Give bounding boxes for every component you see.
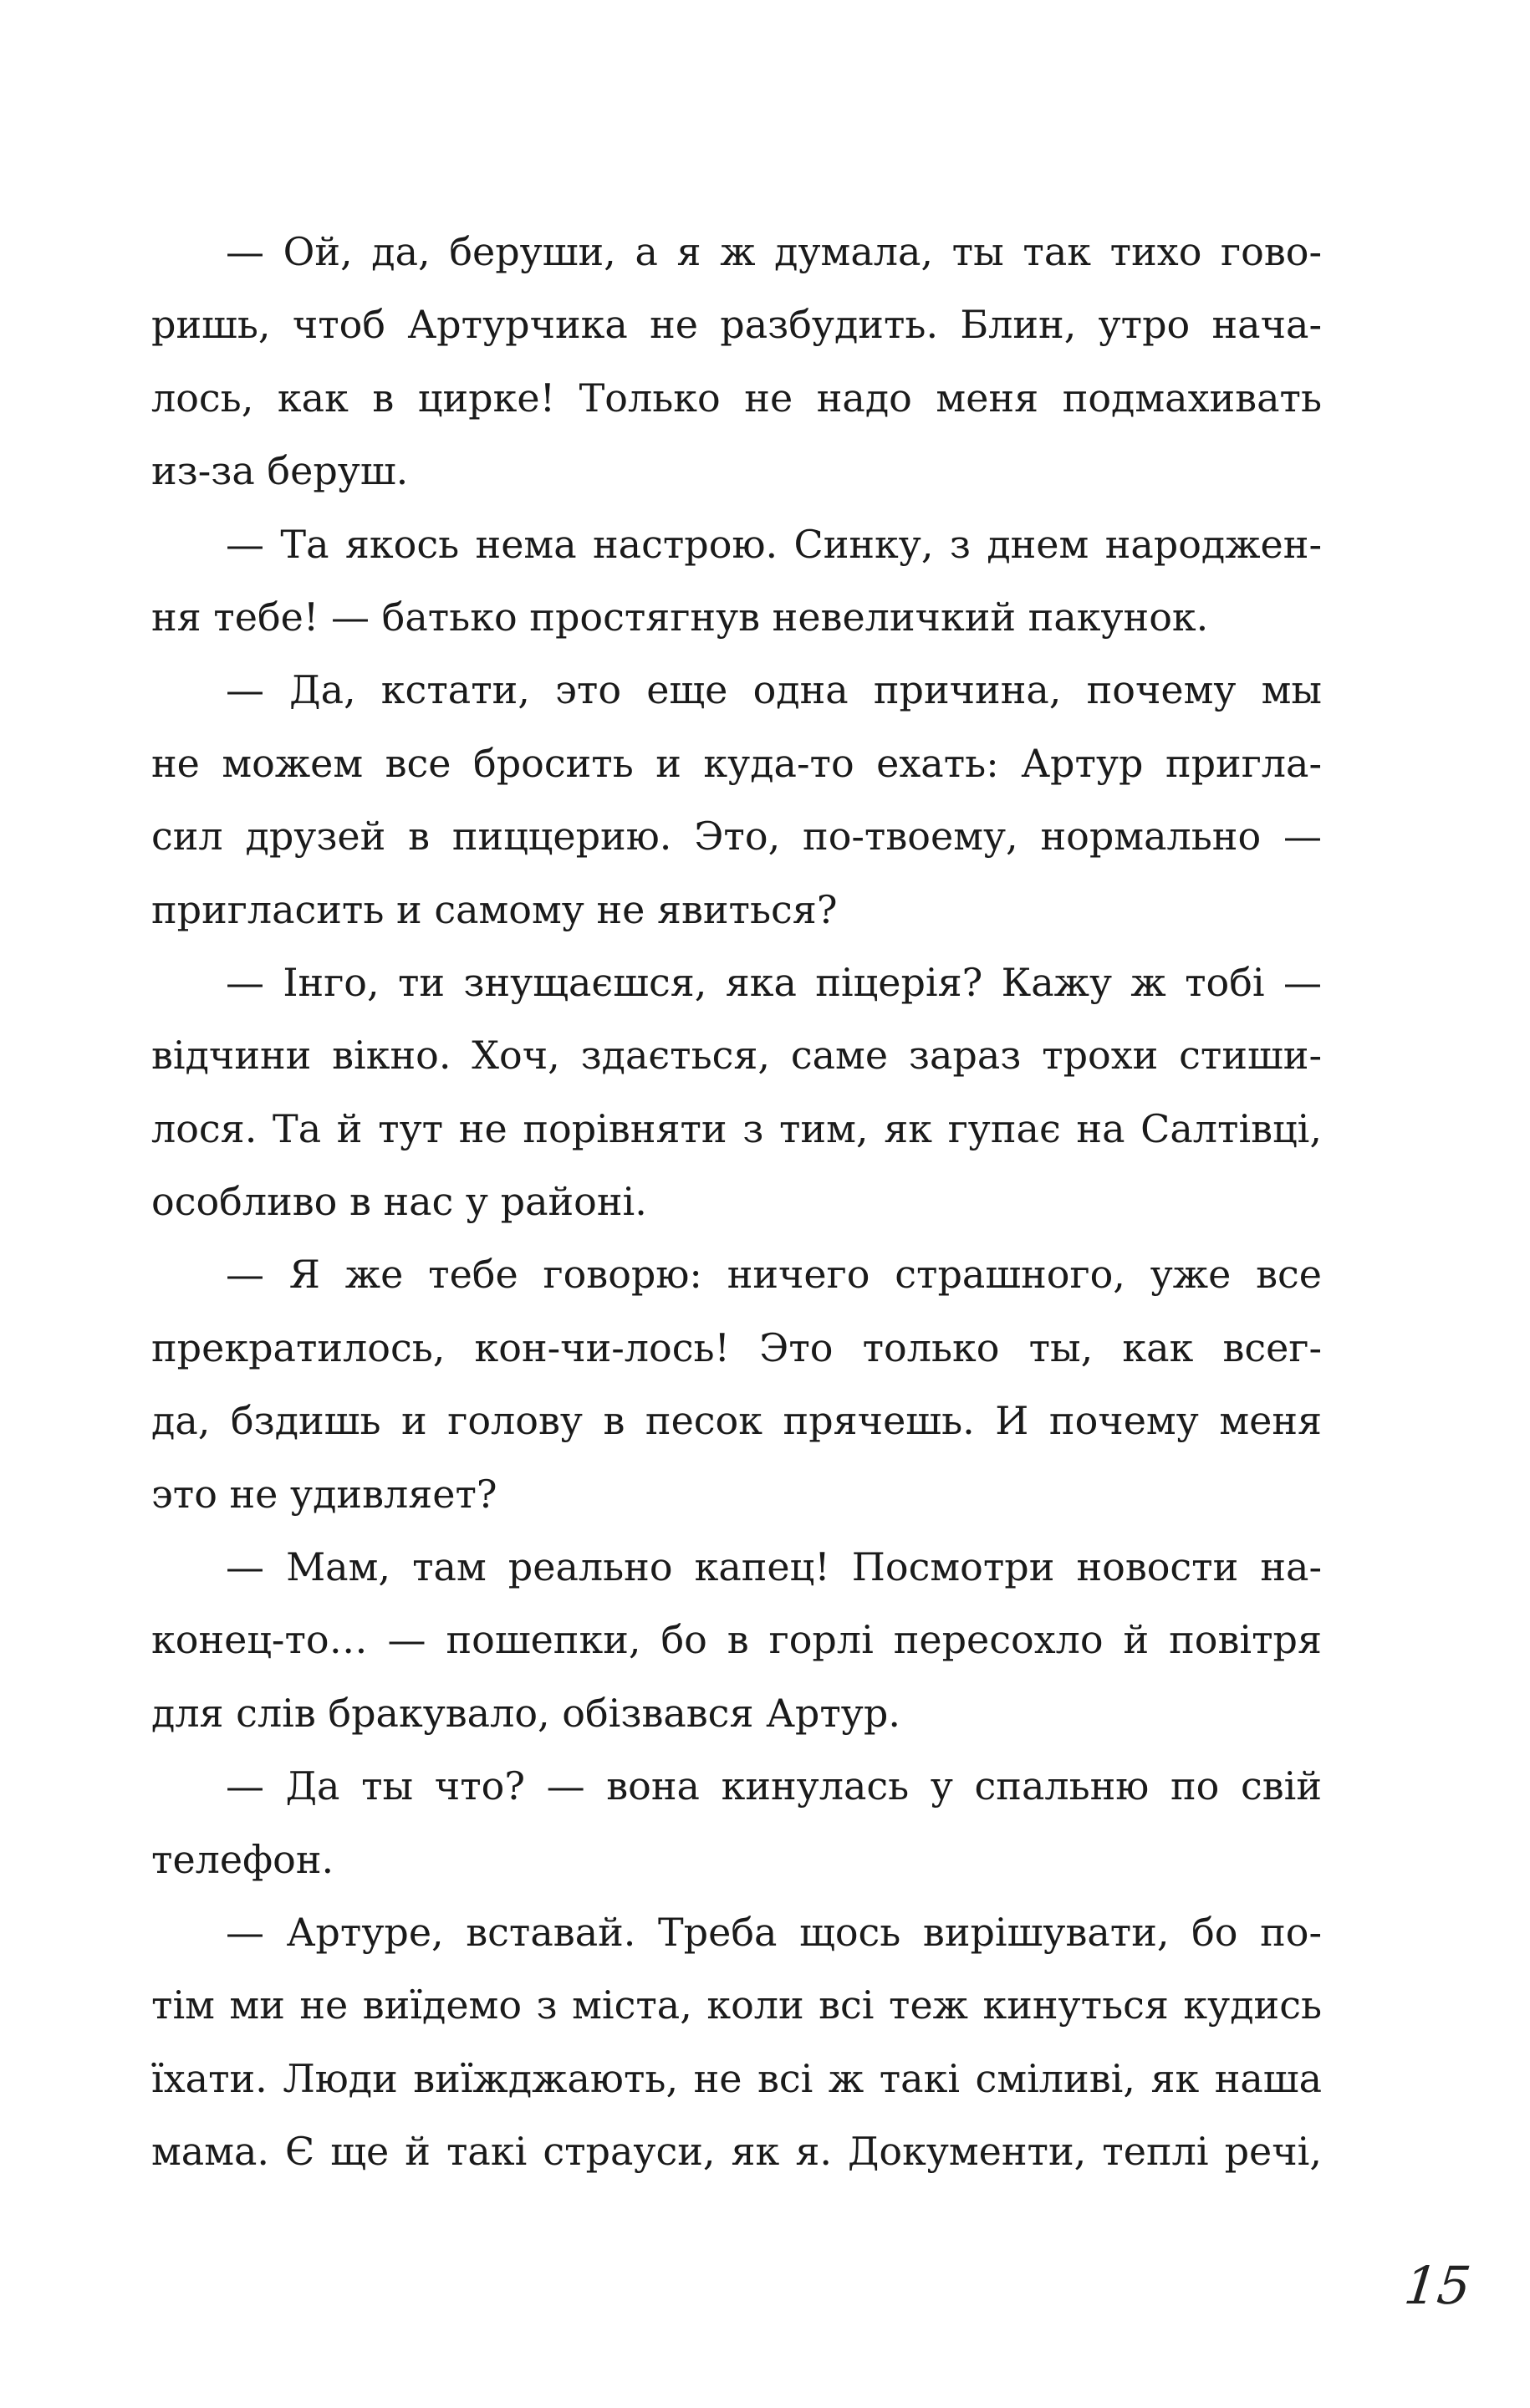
text-line: телефон. xyxy=(151,1836,334,1882)
text-line: — Інго, ти знущаєшся, яка піцерія? Кажу ж тобі — xyxy=(226,959,1322,1005)
page-number: 15 xyxy=(1401,2255,1474,2316)
text-line: тім ми не виїдемо з міста, коли всі теж кинуться кудись xyxy=(151,1982,1322,2028)
text-line: конец-то… — пошепки, бо в горлі пересохло й повітря xyxy=(151,1617,1322,1663)
text-line: не можем все бросить и куда-то ехать: Артур пригла- xyxy=(151,740,1322,786)
text-line: ришь, чтоб Артурчика не разбудить. Блин, утро нача- xyxy=(151,302,1322,348)
text-line: пригласить и самому не явиться? xyxy=(151,886,838,932)
text-line: лось, как в цирке! Только не надо меня подмахивать xyxy=(151,375,1322,421)
text-line: — Да ты что? — вона кинулась у спальню по свій xyxy=(226,1763,1322,1809)
text-line: ня тебе! — батько простягнув невеличкий пакунок. xyxy=(151,594,1209,640)
text-line: для слів бракувало, обізвався Артур. xyxy=(151,1690,900,1736)
text-line: из-за беруш. xyxy=(151,448,409,494)
text-line: — Та якось нема настрою. Синку, з днем народжен- xyxy=(226,521,1322,567)
text-line: мама. Є ще й такі страуси, як я. Документи, теплі речі, xyxy=(151,2129,1322,2175)
text-line: особливо в нас у районі. xyxy=(151,1179,647,1225)
text-line: відчини вікно. Хоч, здається, саме зараз трохи стиши- xyxy=(151,1033,1322,1079)
text-line: — Мам, там реально капец! Посмотри новости на- xyxy=(226,1544,1322,1590)
text-line: это не удивляет? xyxy=(151,1471,497,1517)
text-line: сил друзей в пиццерию. Это, по-твоему, нормально — xyxy=(151,814,1322,860)
text-line: — Да, кстати, это еще одна причина, почему мы xyxy=(226,667,1322,713)
text-line: лося. Та й тут не порівняти з тим, як гупає на Салтівці, xyxy=(151,1105,1322,1151)
text-line: да, бздишь и голову в песок прячешь. И почему меня xyxy=(151,1398,1322,1444)
text-line: — Артуре, вставай. Треба щось вирішувати, бо по- xyxy=(226,1909,1322,1955)
text-line: їхати. Люди виїжджають, не всі ж такі сміливі, як наша xyxy=(151,2055,1322,2101)
book-page-text xyxy=(151,216,1322,2189)
text-line: — Я же тебе говорю: ничего страшного, уже все xyxy=(226,1252,1322,1298)
text-line: прекратилось, кон-чи-лось! Это только ты, как всег- xyxy=(151,1324,1322,1370)
text-line: — Ой, да, беруши, а я ж думала, ты так тихо гово- xyxy=(226,229,1322,274)
